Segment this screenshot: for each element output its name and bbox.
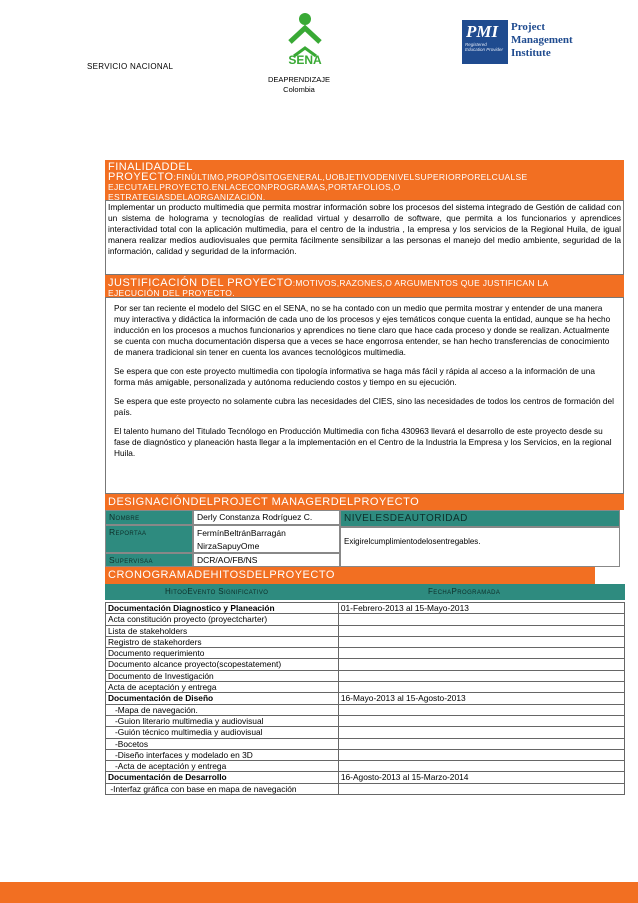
hito-cell: -Diseño interfaces y modelado en 3D (106, 749, 339, 760)
supervisaa-label: Supervisaa (105, 553, 193, 567)
pmi-mark (462, 20, 508, 64)
fecha-cell (338, 727, 624, 738)
designacion-table (105, 510, 620, 567)
reportaa-value-1: FermínBeltránBarragán (197, 528, 286, 538)
justificacion-paragraph: El talento humano del Titulado Tecnólogo en Producción Multimedia con ficha 430963 llevará el desarrollo de este proyecto desde su fase de diagnóstico y planeación hasta llegar a la implementación en el Centro de la Industria la Empresa y los Servicios, en la regional Huila. (114, 426, 612, 458)
fecha-cell (338, 738, 624, 749)
pmi-mark-text: PMI (466, 22, 499, 41)
justificacion-paragraph: Se espera que con este proyecto multimedia con tipología informativa se haga más fácil y rápida al acceso a la información de una forma más amigable, personalizada y autónoma reduciendo costos y tiempo en su ejecución. (114, 366, 596, 387)
hito-cell: Documentación Diagnostico y Planeación (106, 603, 339, 614)
nivel-autoridad-text: Exigirelcumplimientodelosentregables. (340, 527, 620, 567)
supervisaa-value: DCR/AO/FB/NS (193, 553, 340, 567)
hito-cell: Lista de stakeholders (106, 625, 339, 636)
fecha-cell (338, 670, 624, 681)
reportaa-value (193, 525, 340, 553)
table-row (106, 659, 625, 670)
hito-cell: -Guión técnico multimedia y audiovisual (106, 727, 339, 738)
table-row (106, 614, 625, 625)
cronograma-col-fecha: FechaProgramada (428, 587, 501, 596)
hito-cell: Documento alcance proyecto(scopestatement) (106, 659, 339, 670)
hito-cell: -Bocetos (106, 738, 339, 749)
header-servicio-nacional: SERVICIO NACIONAL (87, 62, 174, 71)
finalidad-body (105, 200, 624, 275)
nivel-autoridad-title: NIVELESDEAUTORIDAD (340, 510, 620, 527)
fecha-cell: 01-Febrero-2013 al 15-Mayo-2013 (338, 603, 624, 614)
finalidad-title-line4: ESTRATEGIASDELAORGANIZACIÓN. (108, 192, 266, 200)
fecha-cell (338, 715, 624, 726)
fecha-cell: 16-Agosto-2013 al 15-Marzo-2014 (338, 772, 624, 783)
designacion-title: DESIGNACIÓNDELPROJECT MANAGERDELPROYECTO (108, 496, 420, 508)
fecha-cell (338, 704, 624, 715)
table-row (106, 715, 625, 726)
header-center (200, 75, 398, 95)
sena-logo-text: SENA (288, 53, 322, 67)
fecha-cell (338, 625, 624, 636)
fecha-cell: 16-Mayo-2013 al 15-Agosto-2013 (338, 693, 624, 704)
header-center-line2: Colombia (283, 85, 315, 94)
finalidad-banner (105, 160, 624, 200)
justificacion-title-rest: :MOTIVOS,RAZONES,O ARGUMENTOS QUE JUSTIFICAN LA (292, 278, 549, 288)
fecha-cell (338, 682, 624, 693)
reportaa-label: Reportaa (105, 525, 193, 553)
fecha-cell (338, 614, 624, 625)
justificacion-title-prefix: JUSTIFICACIÓN DEL PROYECTO (108, 277, 293, 289)
cronograma-header-row (105, 584, 625, 600)
fecha-cell (338, 636, 624, 647)
table-row (106, 727, 625, 738)
justificacion-body (105, 297, 624, 494)
header-center-line1: DEAPRENDIZAJE (267, 75, 331, 84)
table-row (106, 749, 625, 760)
cronograma-table (105, 602, 625, 795)
finalidad-title: FINALIDADDEL (108, 161, 193, 173)
fecha-cell (338, 761, 624, 772)
footer-bar (0, 882, 638, 903)
justificacion-paragraph: Por ser tan reciente el modelo del SIGC en el SENA, no se ha contado con un medio que permita mostrar y entender de una manera muy interactiva y didáctica la información de cada uno de los procesos y ejes temáticos conque cuenta la entidad, aunque se ha hecho inducción en los procesos a muchos funcionarios y aprendices no tiene claro que hace cada proceso y donde se realizan. Actualmente se cuenta con mucha documentación dispersa que a veces se hace engorrosa entender, se han hecho transferencias de conocimiento de manera tradicional sin tener en cuenta los avances tecnológicos multimedia. (114, 303, 611, 357)
table-row (106, 682, 625, 693)
table-row (106, 603, 625, 614)
pmi-logo (462, 20, 572, 64)
fecha-cell (338, 648, 624, 659)
cronograma-col-hito: HitooEvento Significativo (165, 587, 269, 596)
hito-cell: Documento de Investigación (106, 670, 339, 681)
cronograma-banner (105, 567, 595, 584)
table-row (106, 761, 625, 772)
table-row (106, 636, 625, 647)
justificacion-paragraph: Se espera que este proyecto no solamente cubra las necesidades del CIES, sino las necesidades de todos los centros de formación del país. (114, 396, 614, 417)
hito-cell: Documento requerimiento (106, 648, 339, 659)
sena-logo (270, 12, 340, 68)
finalidad-text: Implementar un producto multimedia que permita mostrar información sobre los procesos del sistema integrado de Gestión de calidad con un sistema de holograma y tecnologías de realidad virtual y desarrollo de software, que permita a los funcionarios y aprendices interactividad total con la aplicación multimedia, para el centro de la industria , la empresa y los servicios de la Regional Huila, de igual manera realizar medios audiovisuales que permita fácilmente sensibilizar a las personas el manejo del medio ambiente, seguridad de la información, calidad y seguridad de la información. (108, 202, 621, 256)
hito-cell: -Acta de aceptación y entrega (106, 761, 339, 772)
table-row (106, 670, 625, 681)
hito-cell: -Guion literario multimedia y audiovisual (106, 715, 339, 726)
justificacion-title-line2: EJECUCIÓN DEL PROYECTO. (108, 288, 235, 297)
table-row (106, 648, 625, 659)
pmi-mark-subtitle: Registered Education Provider (465, 42, 504, 52)
hito-cell: Registro de stakehorders (106, 636, 339, 647)
reportaa-value-2: NirzaSapuyOme (197, 541, 260, 551)
nombre-value: Derly Constanza Rodríguez C. (193, 510, 340, 525)
hito-cell: Documentación de Diseño (106, 693, 339, 704)
hito-cell: Documentación de Desarrollo (106, 772, 339, 783)
fecha-cell (338, 659, 624, 670)
designacion-banner (105, 494, 624, 510)
hito-cell: Acta de aceptación y entrega (106, 682, 339, 693)
table-row (106, 704, 625, 715)
finalidad-title-line3: EJECUTAELPROYECTO.ENLACECONPROGRAMAS,PORTAFOLIOS,O (108, 182, 401, 192)
nombre-label: Nombre (105, 510, 193, 525)
fecha-cell (338, 783, 624, 794)
hito-cell: -Mapa de navegación. (106, 704, 339, 715)
hito-cell: -Interfaz gráfica con base en mapa de navegación (106, 783, 339, 794)
table-row (106, 772, 625, 783)
table-row (106, 625, 625, 636)
table-row (106, 693, 625, 704)
finalidad-title-rest: :FINÚLTIMO,PROPÓSITOGENERAL,UOBJETIVODENIVELSUPERIORPORELCUALSE (173, 172, 528, 182)
cronograma-title: CRONOGRAMADEHITOSDELPROYECTO (108, 569, 335, 581)
justificacion-banner (105, 275, 624, 297)
finalidad-title-prefix: PROYECTO (108, 171, 174, 183)
table-row (106, 738, 625, 749)
table-row (106, 783, 625, 794)
hito-cell: Acta constitución proyecto (proyectcharter) (106, 614, 339, 625)
pmi-name: Project Management Institute (511, 21, 573, 59)
fecha-cell (338, 749, 624, 760)
